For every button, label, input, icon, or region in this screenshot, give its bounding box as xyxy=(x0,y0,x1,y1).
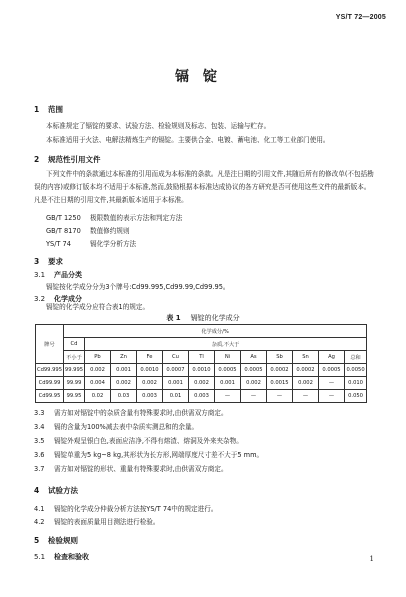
reference-item xyxy=(46,238,136,248)
value-cell: — xyxy=(319,377,345,390)
section-1-para-2: 本标准适用于火法、电解法精炼生产的镉锭。主要供合金、电镀、蓄电池、化工等工业部门使用。 xyxy=(46,136,330,144)
element-header: Tl xyxy=(189,351,215,364)
table-title: 镉锭的化学成分 xyxy=(190,314,240,322)
value-cell: 0.0005 xyxy=(319,364,345,377)
element-header: As xyxy=(241,351,267,364)
reference-title: 数值修约规则 xyxy=(90,227,130,235)
clause-5-1-heading xyxy=(34,552,89,562)
clause-title: 化学成分 xyxy=(54,295,82,303)
table-row xyxy=(36,364,367,377)
table-number: 表 1 xyxy=(166,314,181,322)
clause-number: 3.3 xyxy=(34,409,45,417)
value-cell: 0.010 xyxy=(345,377,367,390)
clause-item xyxy=(34,435,243,445)
section-5-heading xyxy=(34,535,78,546)
reference-item xyxy=(46,225,130,235)
value-cell: 0.0005 xyxy=(241,364,267,377)
value-cell: 0.0010 xyxy=(137,364,163,377)
value-cell: 0.0010 xyxy=(189,364,215,377)
clause-text: 镉锭的化学成分仲裁分析方法按YS/T 74中的规定进行。 xyxy=(54,505,218,513)
value-cell: 0.004 xyxy=(85,377,111,390)
clause-number: 5.1 xyxy=(34,553,46,561)
section-number: 2 xyxy=(34,155,40,164)
section-1-heading xyxy=(34,104,63,115)
clause-text: 镉锭外观呈银白色,表面应洁净,不得有熔渣、熔洞及外来夹杂物。 xyxy=(54,437,243,445)
clause-number: 3.1 xyxy=(34,271,46,279)
table-header-row xyxy=(36,338,367,351)
value-cell: — xyxy=(215,390,241,403)
section-number: 1 xyxy=(34,105,40,114)
value-cell: 0.0005 xyxy=(215,364,241,377)
section-title: 检验规则 xyxy=(48,536,78,545)
reference-code: GB/T 8170 xyxy=(46,227,81,235)
table-row xyxy=(36,390,367,403)
section-2-heading xyxy=(34,154,101,165)
clause-title: 产品分类 xyxy=(54,271,82,279)
clause-title: 检查和验收 xyxy=(54,553,89,561)
value-cell: 0.001 xyxy=(111,364,137,377)
reference-title: 镉化学分析方法 xyxy=(90,240,137,248)
value-cell: 0.0007 xyxy=(163,364,189,377)
value-cell: 0.002 xyxy=(85,364,111,377)
value-cell: — xyxy=(241,390,267,403)
clause-text: 镉的含量为100%减去表中杂质实测总和的余量。 xyxy=(54,423,199,431)
value-cell: 0.01 xyxy=(163,390,189,403)
value-cell: 0.001 xyxy=(163,377,189,390)
section-title: 要求 xyxy=(48,257,63,266)
element-header: Pb xyxy=(85,351,111,364)
element-header: Ni xyxy=(215,351,241,364)
value-cell: 0.002 xyxy=(293,377,319,390)
page-number: 1 xyxy=(369,555,374,563)
value-cell: 0.002 xyxy=(137,377,163,390)
element-header: Cu xyxy=(163,351,189,364)
clause-number: 4.2 xyxy=(34,518,45,526)
element-header: Ag xyxy=(319,351,345,364)
clause-number: 3.6 xyxy=(34,451,45,459)
clause-number: 3.4 xyxy=(34,423,45,431)
reference-title: 极限数值的表示方法和判定方法 xyxy=(90,214,183,222)
element-header: Zn xyxy=(111,351,137,364)
element-header: Sn xyxy=(293,351,319,364)
value-cell: 0.050 xyxy=(345,390,367,403)
value-cell: 0.002 xyxy=(189,377,215,390)
value-cell: 0.02 xyxy=(85,390,111,403)
table-caption xyxy=(0,313,406,323)
clause-number: 4.1 xyxy=(34,505,45,513)
section-2-para-1: 下列文件中的条款通过本标准的引用而成为本标准的条款。凡是注日期的引用文件,其随后所有的修改单(不包括勘误的内容)或修订版本均不适用于本标准,然而,鼓励根据本标准达成协议的各方研究是否可使用这些文件的最新版本。凡是不注日期的引用文件,其最新版本适用于本标准。 xyxy=(34,170,374,204)
document-title: 镉锭 xyxy=(175,69,231,85)
table-row xyxy=(36,377,367,390)
clause-number: 3.2 xyxy=(34,295,46,303)
impurity-header: 杂质,不大于 xyxy=(85,338,367,351)
reference-code: YS/T 74 xyxy=(46,240,71,248)
value-cell: 0.003 xyxy=(137,390,163,403)
value-cell: 0.002 xyxy=(111,377,137,390)
clause-item xyxy=(34,421,198,431)
clause-text: 镉锭单重为5 kg~8 kg,其形状为长方形,网端厚度尺寸差不大于5 mm。 xyxy=(54,451,264,459)
cd-cell: 99.99 xyxy=(64,377,85,390)
value-cell: 0.0002 xyxy=(267,364,293,377)
chemical-composition-table xyxy=(35,324,367,403)
table-header-row xyxy=(36,325,367,338)
composition-header: 化学成分/% xyxy=(64,325,367,338)
section-number: 5 xyxy=(34,536,40,545)
value-cell: — xyxy=(293,390,319,403)
cd-cell: 99.95 xyxy=(64,390,85,403)
grade-cell: Cd99.995 xyxy=(36,364,64,377)
table-header-row xyxy=(36,351,367,364)
grade-cell: Cd99.99 xyxy=(36,377,64,390)
value-cell: — xyxy=(267,390,293,403)
value-cell: — xyxy=(319,390,345,403)
clause-number: 3.5 xyxy=(34,437,45,445)
reference-item xyxy=(46,212,182,222)
section-title: 试验方法 xyxy=(48,486,78,495)
clause-item xyxy=(34,516,160,526)
clause-text: 需方如对镉锭中的杂质含量有特殊要求时,由供需双方商定。 xyxy=(54,409,228,417)
element-header: Fe xyxy=(137,351,163,364)
clause-3-2-text: 镉锭的化学成分应符合表1的规定。 xyxy=(46,303,150,311)
clause-item xyxy=(34,503,217,513)
clause-item xyxy=(34,463,228,473)
section-title: 规范性引用文件 xyxy=(48,155,101,164)
section-1-para-1: 本标准规定了镉锭的要求、试验方法、检验规则及标志、包装、运输与贮存。 xyxy=(46,122,271,130)
clause-3-1-text: 镉锭按化学成分分为3个牌号:Cd99.995,Cd99.99,Cd99.95。 xyxy=(46,283,230,291)
section-number: 3 xyxy=(34,257,40,266)
clause-3-1-heading xyxy=(34,270,82,280)
value-cell: 0.03 xyxy=(111,390,137,403)
value-cell: 0.0050 xyxy=(345,364,367,377)
section-3-heading xyxy=(34,256,63,267)
cd-min-header: 不小于 xyxy=(64,351,85,364)
cd-cell: 99.995 xyxy=(64,364,85,377)
clause-item xyxy=(34,407,228,417)
value-cell: 0.0015 xyxy=(267,377,293,390)
value-cell: 0.001 xyxy=(215,377,241,390)
element-header: Sb xyxy=(267,351,293,364)
section-title: 范围 xyxy=(48,105,63,114)
section-number: 4 xyxy=(34,486,40,495)
grade-header: 牌号 xyxy=(36,325,64,364)
value-cell: 0.0002 xyxy=(293,364,319,377)
clause-number: 3.7 xyxy=(34,465,45,473)
standard-number: YS/T 72—2005 xyxy=(335,14,386,21)
value-cell: 0.003 xyxy=(189,390,215,403)
section-4-heading xyxy=(34,485,78,496)
element-header: 总和 xyxy=(345,351,367,364)
grade-cell: Cd99.95 xyxy=(36,390,64,403)
cd-header: Cd xyxy=(64,338,85,351)
reference-code: GB/T 1250 xyxy=(46,214,81,222)
value-cell: 0.002 xyxy=(241,377,267,390)
clause-text: 镉锭的表面质量用目测法进行检验。 xyxy=(54,518,160,526)
clause-text: 需方如对镉锭的形状、重量有特殊要求时,由供需双方商定。 xyxy=(54,465,228,473)
clause-item xyxy=(34,449,263,459)
